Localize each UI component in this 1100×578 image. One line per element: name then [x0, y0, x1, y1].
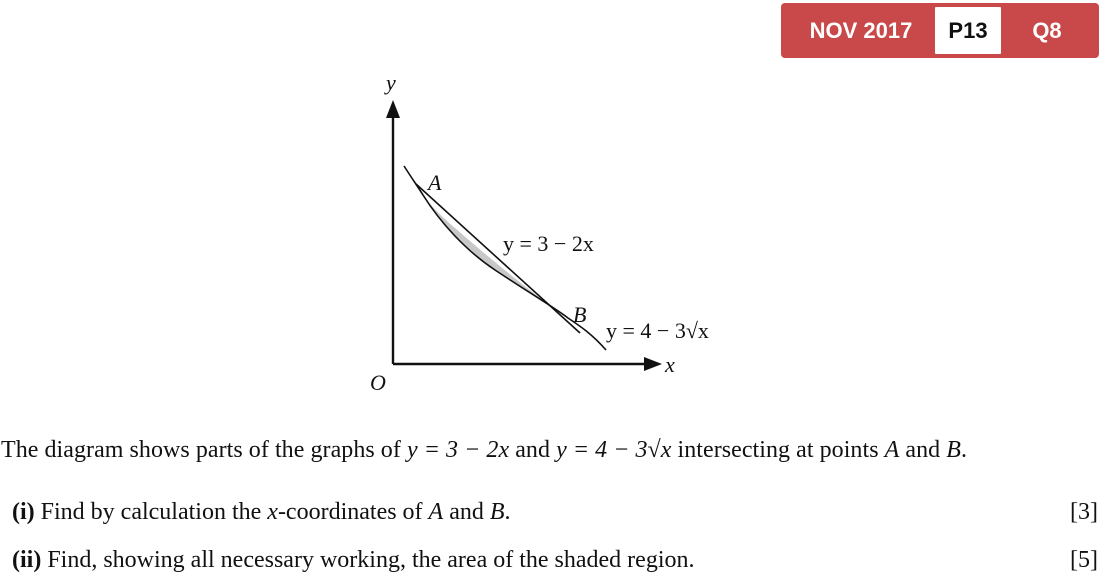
graph-diagram: [0, 0, 760, 410]
line-graph: [416, 184, 580, 333]
part-i-text-1: Find by calculation the: [34, 499, 268, 525]
stem-equation-curve: y = 4 − 3√x: [556, 437, 672, 463]
tag-question: Q8: [1032, 17, 1062, 43]
stem-point-a: A: [884, 437, 900, 463]
origin-label: O: [370, 370, 386, 395]
point-b-label: B: [573, 302, 587, 327]
stem-text-4: and: [899, 437, 947, 463]
x-axis-label: x: [665, 352, 675, 377]
part-ii-number: (ii): [12, 547, 42, 573]
stem-text-5: .: [961, 437, 968, 463]
part-i-text-3: and: [443, 499, 490, 525]
point-a-label: A: [428, 170, 442, 195]
line-equation-label: y = 3 − 2x: [503, 231, 594, 256]
question-tag: [781, 3, 1099, 58]
stem-text-1: The diagram shows parts of the graphs of: [1, 437, 407, 463]
question-stem: [1, 437, 967, 464]
y-axis-label: y: [386, 70, 396, 95]
y-axis-arrowhead: [386, 100, 400, 118]
part-i-point-a: A: [428, 499, 444, 525]
part-i-text-2: -coordinates of: [277, 499, 429, 525]
part-i-number: (i): [12, 499, 35, 525]
part-ii-marks: [5]: [1070, 547, 1098, 573]
part-i-marks: [3]: [1070, 499, 1098, 525]
tag-session: NOV 2017: [809, 17, 913, 43]
part-ii: [12, 547, 694, 574]
part-i-point-b: B: [489, 499, 505, 525]
part-ii-text: Find, showing all necessary working, the area of the shaded region.: [41, 547, 695, 573]
part-i-text-4: .: [504, 499, 511, 525]
curve-equation-label: y = 4 − 3√x: [606, 318, 709, 343]
stem-text-2: and: [509, 437, 557, 463]
part-i-variable: x: [267, 499, 278, 525]
stem-point-b: B: [946, 437, 961, 463]
x-axis-arrowhead: [644, 357, 662, 371]
part-i: [12, 499, 511, 526]
stem-equation-line: y = 3 − 2x: [406, 437, 510, 463]
tag-paper: P13: [935, 7, 1001, 54]
stem-text-3: intersecting at points: [671, 437, 885, 463]
